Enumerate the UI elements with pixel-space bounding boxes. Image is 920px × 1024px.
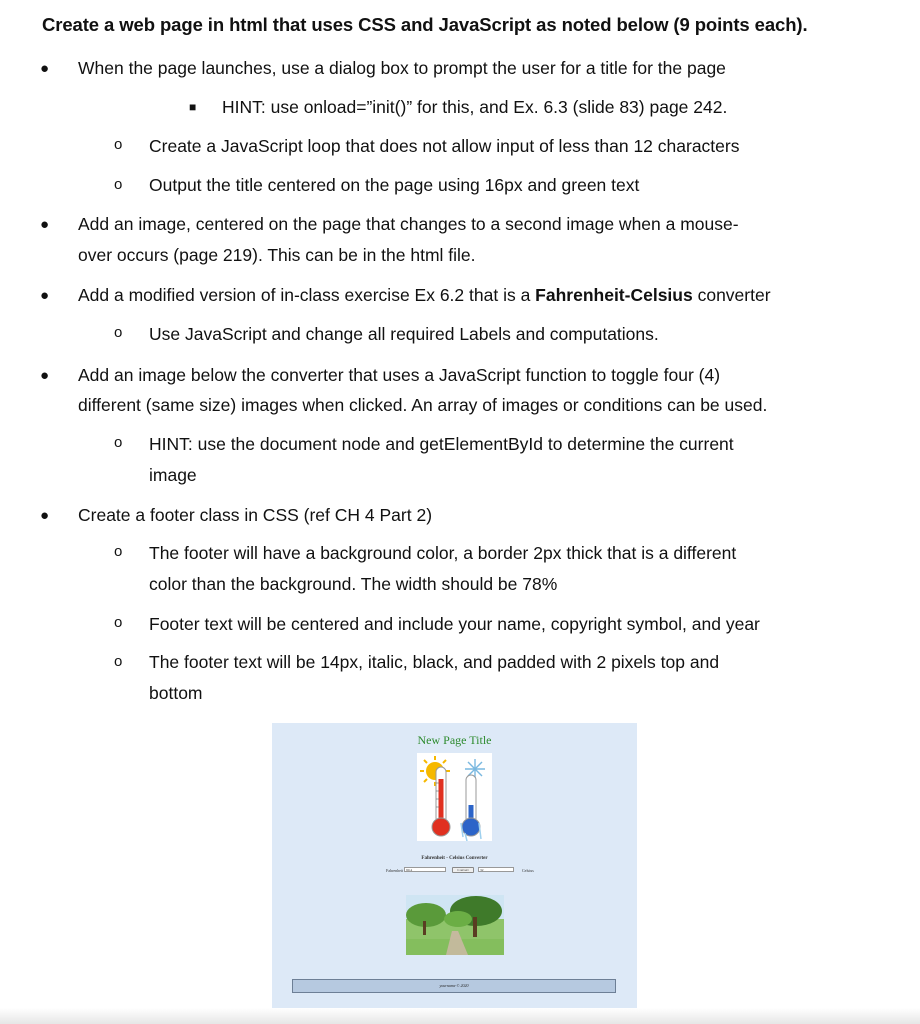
item-5-sub-a-line-2: color than the background. The width should be 78% [149, 574, 558, 594]
item-3 [78, 280, 771, 311]
converter-title: Fahrenheit - Celsius Converter [421, 856, 488, 861]
item-3-post: converter [692, 285, 771, 305]
circle-bullet-icon: o [114, 543, 123, 560]
item-1: When the page launches, use a dialog box to prompt the user for a title for the page [78, 58, 726, 78]
circle-bullet-icon: o [114, 324, 123, 341]
square-bullet-icon: ■ [189, 100, 197, 114]
item-1-sub-a: Create a JavaScript loop that does not allow input of less than 12 characters [149, 136, 740, 156]
bullet-icon: ● [40, 507, 50, 524]
bullet-icon: ● [40, 287, 50, 304]
converter-form [384, 867, 544, 875]
example-page-screenshot [272, 723, 637, 1008]
item-1-hint: HINT: use onload=”init()” for this, and Ex. 6.3 (slide 83) page 242. [222, 97, 728, 117]
item-5: Create a footer class in CSS (ref CH 4 Part 2) [78, 505, 433, 525]
fahrenheit-input[interactable]: 90.4 [404, 867, 446, 872]
circle-bullet-icon: o [114, 434, 123, 451]
item-4-line-1: Add an image below the converter that uses a JavaScript function to toggle four (4) [78, 365, 721, 385]
item-4-sub-a-line-2: image [149, 465, 197, 485]
fahrenheit-label: Fahrenheit [386, 868, 404, 873]
item-5-sub-a-line-1: The footer will have a background color, a border 2px thick that is a different [149, 543, 737, 563]
preview-footer: yourname © 2020 [292, 979, 616, 993]
thermometer-image [417, 753, 492, 841]
preview-page-title: New Page Title [417, 733, 492, 747]
item-3-sub-a: Use JavaScript and change all required Labels and computations. [149, 324, 659, 344]
item-2-line-2: over occurs (page 219). This can be in the html file. [78, 245, 476, 265]
item-5-sub-c-line-2: bottom [149, 683, 203, 703]
item-3-pre: Add a modified version of in-class exercise Ex 6.2 that is a [78, 285, 536, 305]
assignment-heading: Create a web page in html that uses CSS and JavaScript as noted below (9 points each). [42, 14, 808, 35]
convert-button[interactable]: Convert [452, 867, 474, 873]
celsius-label: Celsius [522, 868, 534, 873]
item-1-sub-b: Output the title centered on the page using 16px and green text [149, 175, 640, 195]
circle-bullet-icon: o [114, 614, 123, 631]
item-2-line-1: Add an image, centered on the page that changes to a second image when a mouse- [78, 214, 739, 234]
park-image[interactable] [406, 895, 504, 955]
celsius-output[interactable]: 32 [478, 867, 514, 872]
item-5-sub-b: Footer text will be centered and include your name, copyright symbol, and year [149, 614, 760, 634]
bullet-icon: ● [40, 216, 50, 233]
item-4-line-2: different (same size) images when clicked. An array of images or conditions can be used. [78, 395, 768, 415]
item-3-bold: Fahrenheit-Celsius [535, 285, 693, 305]
item-5-sub-c-line-1: The footer text will be 14px, italic, black, and padded with 2 pixels top and [149, 652, 720, 672]
circle-bullet-icon: o [114, 653, 123, 670]
circle-bullet-icon: o [114, 176, 123, 193]
bullet-icon: ● [40, 60, 50, 77]
circle-bullet-icon: o [114, 136, 123, 153]
bullet-icon: ● [40, 367, 50, 384]
bottom-edge-shadow [0, 1008, 920, 1024]
item-4-sub-a-line-1: HINT: use the document node and getElementById to determine the current [149, 434, 734, 454]
